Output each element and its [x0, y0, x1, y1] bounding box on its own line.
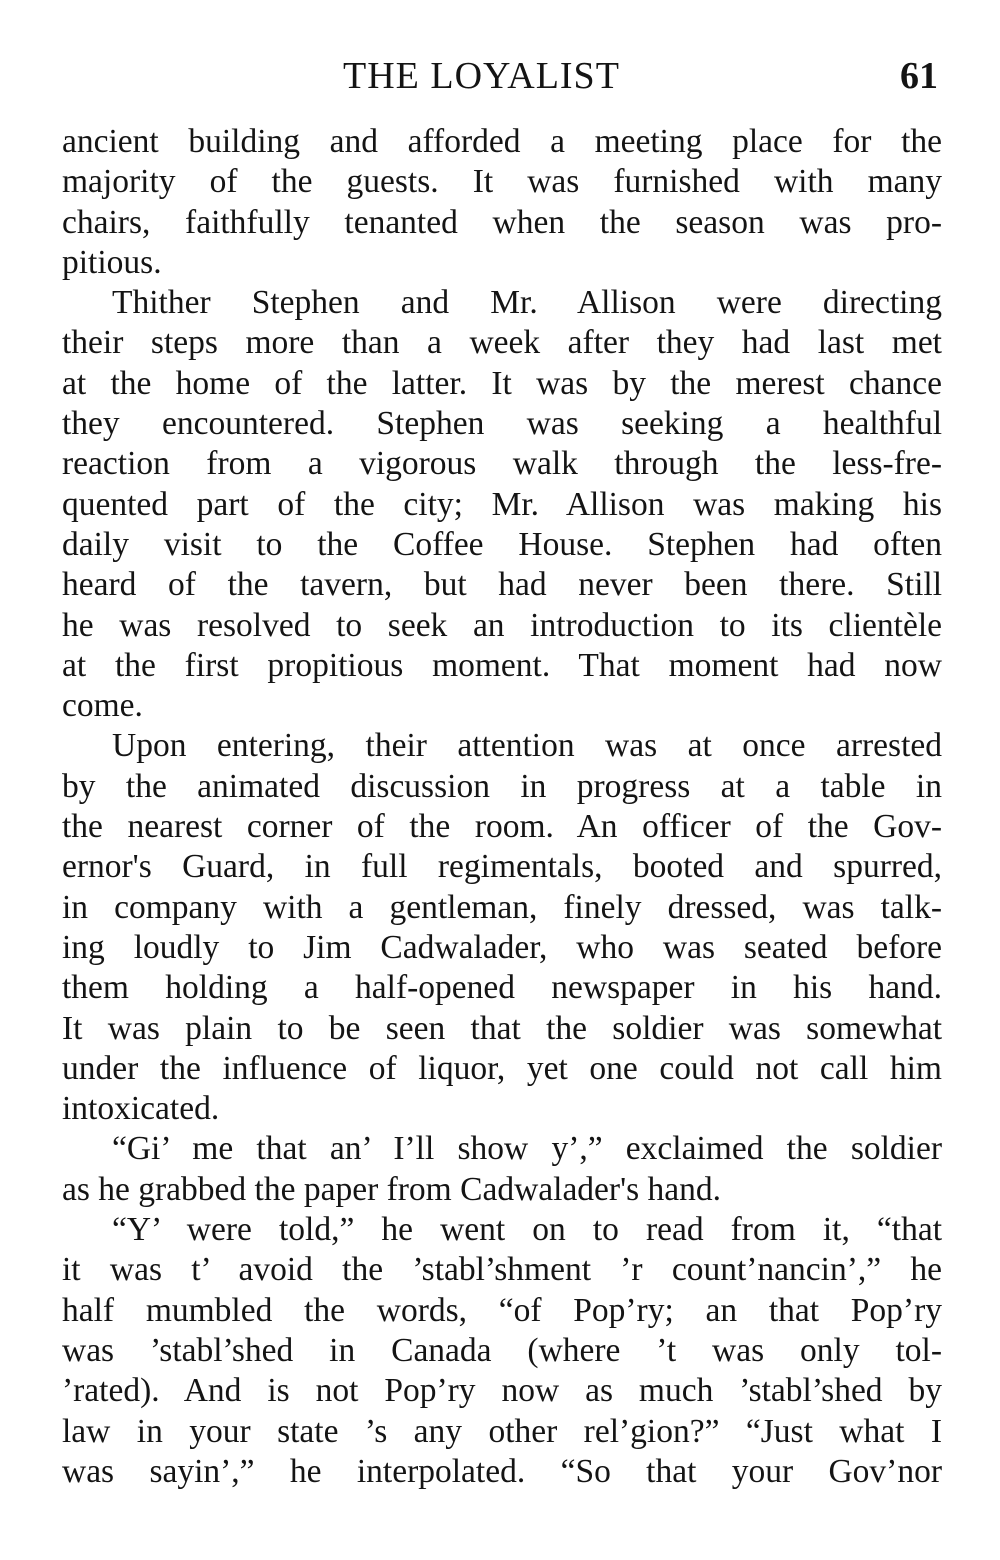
- body-text: [62, 122, 942, 1492]
- text-line: as he grabbed the paper from Cadwalader's hand.: [62, 1170, 722, 1208]
- text-line: pitious.: [62, 243, 162, 281]
- text-line: Upon entering, their attention was at once arrested: [112, 727, 942, 765]
- page-number: 61: [900, 55, 938, 97]
- text-line: the nearest corner of the room. An officer of the Gov-: [62, 808, 942, 846]
- text-line: them holding a half-opened newspaper in his hand.: [62, 969, 942, 1007]
- text-line: chairs, faithfully tenanted when the season was pro-: [62, 203, 942, 241]
- text-line: intoxicated.: [62, 1090, 220, 1128]
- text-line: ancient building and afforded a meeting place for the: [62, 123, 942, 160]
- text-line: Thither Stephen and Mr. Allison were directing: [112, 284, 942, 322]
- text-line: reaction from a vigorous walk through the less-fre-: [62, 445, 942, 483]
- text-line: it was t’ avoid the ’stabl’shment ’r count’nancin’,” he: [62, 1251, 942, 1289]
- text-line: their steps more than a week after they had last met: [62, 324, 942, 362]
- text-line: they encountered. Stephen was seeking a healthful: [62, 405, 942, 443]
- running-head-title: THE LOYALIST: [343, 55, 620, 97]
- text-line: ing loudly to Jim Cadwalader, who was seated before: [62, 928, 942, 966]
- text-line: daily visit to the Coffee House. Stephen had often: [62, 525, 942, 563]
- running-head: [0, 52, 1000, 100]
- text-line: at the home of the latter. It was by the merest chance: [62, 364, 942, 402]
- text-line: It was plain to be seen that the soldier was somewhat: [62, 1009, 942, 1047]
- text-line: by the animated discussion in progress at a table in: [62, 767, 942, 805]
- text-line: at the first propitious moment. That moment had now: [62, 646, 942, 684]
- text-line: he was resolved to seek an introduction to its clientèle: [62, 606, 942, 644]
- text-line: “Y’ were told,” he went on to read from it, “that: [112, 1211, 942, 1249]
- text-line: “Gi’ me that an’ I’ll show y’,” exclaimed the soldier: [112, 1130, 942, 1168]
- text-line: half mumbled the words, “of Pop’ry; an that Pop’ry: [62, 1291, 942, 1329]
- text-line: come.: [62, 687, 143, 725]
- text-line: in company with a gentleman, finely dressed, was talk-: [62, 888, 942, 926]
- text-line: majority of the guests. It was furnished with many: [62, 163, 942, 201]
- text-line: quented part of the city; Mr. Allison was making his: [62, 485, 942, 523]
- text-line: under the influence of liquor, yet one could not call him: [62, 1049, 942, 1087]
- text-line: ernor's Guard, in full regimentals, booted and spurred,: [62, 848, 942, 886]
- text-line: law in your state ’s any other rel’gion?” “Just what I: [62, 1412, 942, 1450]
- text-line: heard of the tavern, but had never been there. Still: [62, 566, 942, 604]
- text-line: was ’stabl’shed in Canada (where ’t was only tol-: [62, 1331, 942, 1369]
- text-line: ’rated). And is not Pop’ry now as much ’stabl’shed by: [62, 1372, 942, 1410]
- text-line: was sayin’,” he interpolated. “So that your Gov’nor: [62, 1452, 942, 1490]
